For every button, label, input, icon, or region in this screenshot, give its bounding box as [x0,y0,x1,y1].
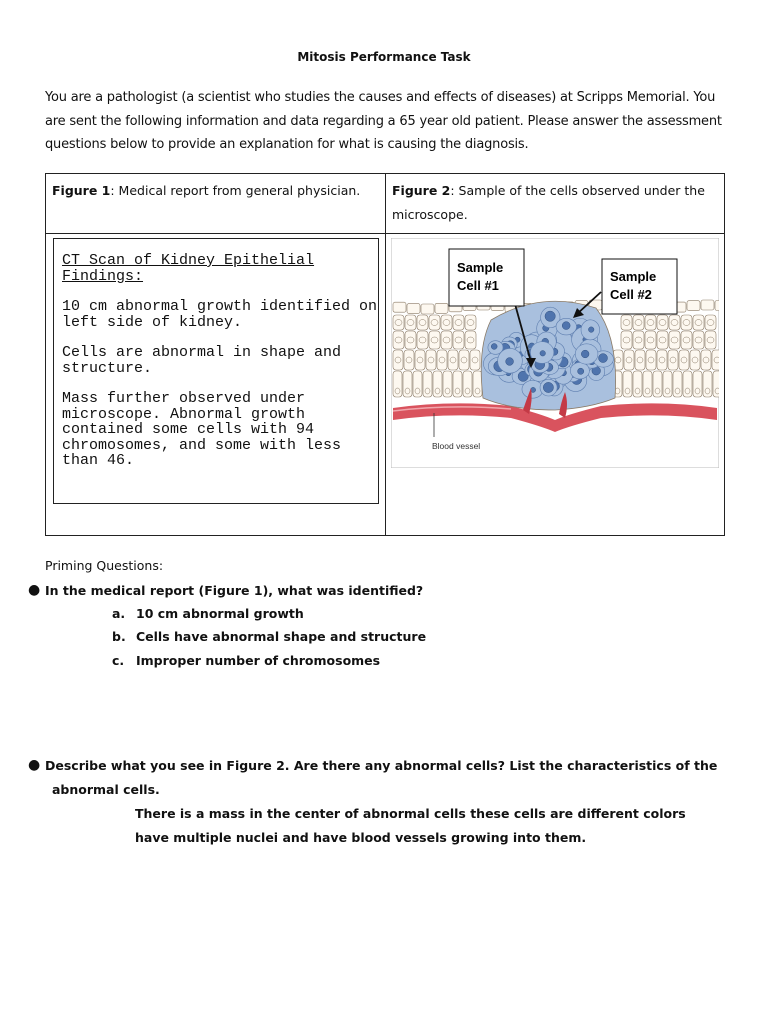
epithelial-cell [453,315,464,330]
figure2-caption-cell [386,174,725,234]
surface-cell [435,303,448,313]
epithelial-cell [429,315,440,330]
epithelial-cell [633,371,642,397]
epithelial-cell [690,350,700,370]
epithelial-cell [693,331,704,349]
epithelial-cell [668,350,678,370]
answer-item [112,606,304,621]
blood-vessel-label: Blood vessel [432,441,481,451]
epithelial-cell [683,371,692,397]
abnormal-nucleus [545,311,555,321]
surface-cell [715,300,719,310]
callout2-line1: Sample [610,269,657,284]
epithelial-cell [679,350,689,370]
epithelial-cell [453,371,462,397]
figures-table [45,173,725,536]
callout1-line1: Sample [457,260,504,275]
intro-paragraph: You are a pathologist (a scientist who studies the causes and effects of diseases) at Scripps Memorial. You are sent the following information and data regarding a 65 year old patient. Please answer the assessment questions below to provide an explanation for what is causing the diagnosis. [45,90,722,152]
priming-heading: Priming Questions: [45,558,164,573]
bullet-icon: ● [28,757,41,773]
epithelial-cell [712,350,719,370]
epithelial-cell [453,331,464,349]
epithelial-cell [657,350,667,370]
epithelial-cell [621,315,632,330]
answer-text: 10 cm abnormal growth [136,606,304,621]
epithelial-cell [705,315,716,330]
epithelial-cell [624,350,634,370]
abnormal-nucleus [540,351,546,357]
epithelial-cell [657,315,668,330]
epithelial-cell [701,350,711,370]
epithelial-cell [405,331,416,349]
abnormal-nucleus [588,327,594,333]
epithelial-cell [633,315,644,330]
epithelial-cell [429,331,440,349]
epithelial-cell [465,315,476,330]
epithelial-cell [415,350,425,370]
epithelial-cell [417,331,428,349]
figure1-caption-cell [46,174,386,234]
answer-label: c. [112,653,125,668]
epithelial-cell [703,371,712,397]
report-heading: CT Scan of Kidney Epithelial Findings: [62,252,315,285]
epithelial-cell [645,331,656,349]
epithelial-cell [681,315,692,330]
report-line: Cells are abnormal in shape and structure. [62,344,342,377]
surface-cell [421,304,434,314]
callout2-line2: Cell #2 [610,287,652,302]
surface-cell [701,300,714,310]
question-2-answer: There is a mass in the center of abnormal cells these cells are different colors have multiple nuclei and have blood vessels growing into them. [135,806,686,845]
abnormal-nucleus [578,368,584,374]
epithelial-cell [403,371,412,397]
epithelial-cell [621,331,632,349]
epithelial-cell [681,331,692,349]
bullet-icon: ● [28,582,41,598]
epithelial-cell [463,371,472,397]
epithelial-cell [693,371,702,397]
epithelial-cell [473,371,482,397]
epithelial-cell [393,371,402,397]
epithelial-cell [635,350,645,370]
medical-report [53,238,379,504]
epithelial-cell [423,371,432,397]
epithelial-cell [426,350,436,370]
abnormal-nucleus [543,382,553,392]
answer-text: Improper number of chromosomes [136,653,381,668]
epithelial-cell [646,350,656,370]
epithelial-cell [470,350,480,370]
epithelial-cell [465,331,476,349]
abnormal-nucleus [491,344,497,350]
epithelial-cell [713,371,719,397]
figure1-content-cell [46,234,386,536]
epithelial-cell [437,350,447,370]
figure1-label: Figure 1 [52,183,111,198]
answer-item [112,653,380,668]
epithelial-cell [663,371,672,397]
question-2-line1: Describe what you see in Figure 2. Are there any abnormal cells? List the characteristics of the [45,758,718,773]
report-line: Mass further observed under microscope. Abnormal growth contained some cells with 94 chromosomes, and some with less than 46. [62,390,342,469]
question-2-line2: abnormal cells. [52,782,160,797]
epithelial-cell [393,315,404,330]
surface-cell [687,301,700,311]
figure2-caption [386,174,724,229]
figure2-caption-text: : Sample of the cells observed under the microscope. [392,183,705,222]
figure1-caption [46,174,385,205]
figure2-content-cell [386,234,725,536]
epithelial-cell [669,315,680,330]
callout1-line2: Cell #1 [457,278,499,293]
epithelial-cell [417,315,428,330]
epithelial-cell [393,331,404,349]
answer-label: a. [112,606,126,621]
epithelial-cell [693,315,704,330]
answer-label: b. [112,629,126,644]
abnormal-nucleus [506,358,514,366]
epithelial-cell [673,371,682,397]
epithelial-cell [623,371,632,397]
epithelial-cell [405,315,416,330]
epithelial-cell [404,350,414,370]
answer-text: Cells have abnormal shape and structure [136,629,427,644]
epithelial-cell [633,331,644,349]
abnormal-nucleus [599,354,608,363]
surface-cell [407,304,420,314]
epithelial-cell [653,371,662,397]
figure1-caption-text: : Medical report from general physician. [110,183,361,198]
epithelial-cell [441,331,452,349]
cell-diagram [391,238,719,468]
epithelial-cell [433,371,442,397]
report-line: 10 cm abnormal growth identified on left side of kidney. [62,298,378,331]
epithelial-cell [705,331,716,349]
epithelial-cell [393,350,403,370]
surface-cell [393,302,406,312]
figure2-label: Figure 2 [392,183,451,198]
epithelial-cell [443,371,452,397]
epithelial-cell [657,331,668,349]
abnormal-nucleus [581,350,589,358]
question-1: In the medical report (Figure 1), what was identified? [45,583,424,598]
epithelial-cell [413,371,422,397]
abnormal-cell-mass [481,301,615,410]
abnormal-nucleus [562,322,570,330]
epithelial-cell [669,331,680,349]
epithelial-cell [643,371,652,397]
page-title: Mitosis Performance Task [297,50,471,64]
epithelial-cell [459,350,469,370]
answer-item [112,629,426,644]
epithelial-cell [441,315,452,330]
epithelial-cell [645,315,656,330]
epithelial-cell [448,350,458,370]
